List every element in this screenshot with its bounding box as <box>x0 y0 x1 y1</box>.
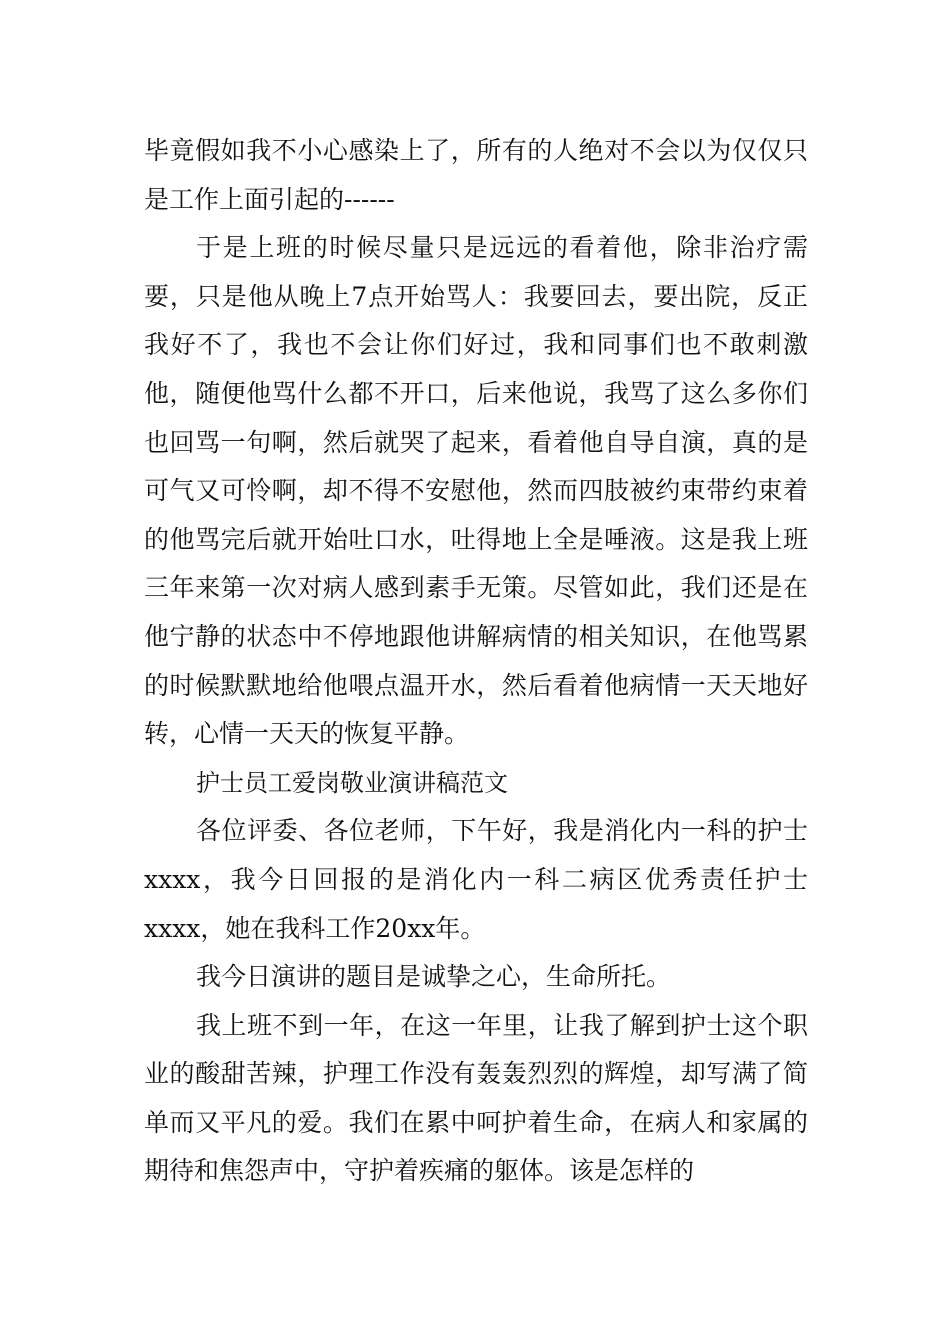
paragraph-nursing-reflection: 我上班不到一年，在这一年里，让我了解到护士这个职业的酸甜苦辣，护理工作没有轰轰烈烈的辉煌，却写满了简单而又平凡的爱。我们在累中呵护着生命，在病人和家属的期待和焦怨声中，守护着疾痛的躯体。该是怎样的 <box>144 1010 808 1186</box>
paragraph-greeting: 各位评委、各位老师，下午好，我是消化内一科的护士xxxx，我今日回报的是消化内一科二病区优秀责任护士xxxx，她在我科工作20xx年。 <box>144 816 808 943</box>
paragraph-patient-story: 于是上班的时候尽量只是远远的看着他，除非治疗需要，只是他从晚上7点开始骂人：我要回去，要出院，反正我好不了，我也不会让你们好过，我和同事们也不敢刺激他，随便他骂什么都不开口，后来他说，我骂了这么多你们也回骂一句啊，然后就哭了起来，看着他自导自演，真的是可气又可怜啊，却不得不安慰他，然而四肢被约束带约束着的他骂完后就开始吐口水，吐得地上全是唾液。这是我上班三年来第一次对病人感到素手无策。尽管如此，我们还是在他宁静的状态中不停地跟他讲解病情的相关知识，在他骂累的时候默默地给他喂点温开水，然后看着他病情一天天地好转，心情一天天的恢复平静。 <box>144 233 808 749</box>
section-title: 护士员工爱岗敬业演讲稿范文 <box>196 768 508 797</box>
document-body <box>144 127 808 1196</box>
paragraph-continuation: 毕竟假如我不小心感染上了，所有的人绝对不会以为仅仅只是工作上面引起的------ <box>144 136 808 214</box>
paragraph-speech-topic: 我今日演讲的题目是诚挚之心，生命所托。 <box>196 962 672 992</box>
